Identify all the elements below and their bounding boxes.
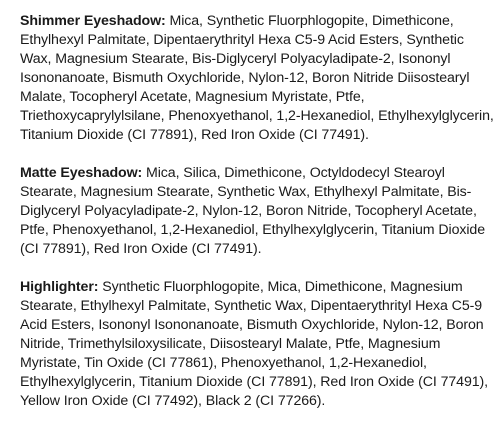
matte-eyeshadow-section bbox=[20, 164, 494, 259]
shimmer-eyeshadow-section bbox=[20, 12, 494, 145]
section-title: Highlighter: bbox=[20, 279, 99, 295]
section-title: Shimmer Eyeshadow: bbox=[20, 13, 166, 29]
section-title: Matte Eyeshadow: bbox=[20, 165, 143, 181]
ingredient-text: Mica, Synthetic Fluorphlogopite, Dimethicone, Ethylhexyl Palmitate, Dipentaerythrityl Hexa C5-9 Acid Esters, Synthetic Wax, Magnesium Stearate, Bis-Diglyceryl Polyacyladipate-2, Isononyl Isononanoate, Bismuth Oxychloride, Nylon-12, Boron Nitride Diisostearyl Malate, Tocopheryl Acetate, Magnesium Myristate, Ptfe, Triethoxycaprylylsilane, Phenoxyethanol, 1,2-Hexanediol, Ethylhexylglycerin, Titanium Dioxide (CI 77891), Red Iron Oxide (CI 77491). bbox=[20, 13, 494, 143]
ingredient-text: Mica, Silica, Dimethicone, Octyldodecyl Stearoyl Stearate, Magnesium Stearate, Synthetic Wax, Ethylhexyl Palmitate, Bis-Diglyceryl Polyacyladipate-2, Nylon-12, Boron Nitride, Tocopheryl Acetate, Ptfe, Phenoxyethanol, 1,2-Hexanediol, Ethylhexylglycerin, Titanium Dioxide (CI 77891), Red Iron Oxide (CI 77491). bbox=[20, 165, 485, 257]
ingredient-text: Synthetic Fluorphlogopite, Mica, Dimethicone, Magnesium Stearate, Ethylhexyl Palmitate, Synthetic Wax, Dipentaerythrityl Hexa C5-9 Acid Esters, Isononyl Isononanoate, Bismuth Oxychloride, Nylon-12, Boron Nitride, Trimethylsiloxysilicate, Diisostearyl Malate, Ptfe, Magnesium Myristate, Tin Oxide (CI 77861), Phenoxyethanol, 1,2-Hexanediol, Ethylhexylglycerin, Titanium Dioxide (CI 77891), Red Iron Oxide (CI 77491), Yellow Iron Oxide (CI 77492), Black 2 (CI 77266). bbox=[20, 279, 488, 409]
highlighter-section bbox=[20, 278, 494, 411]
ingredients-list bbox=[20, 12, 494, 430]
